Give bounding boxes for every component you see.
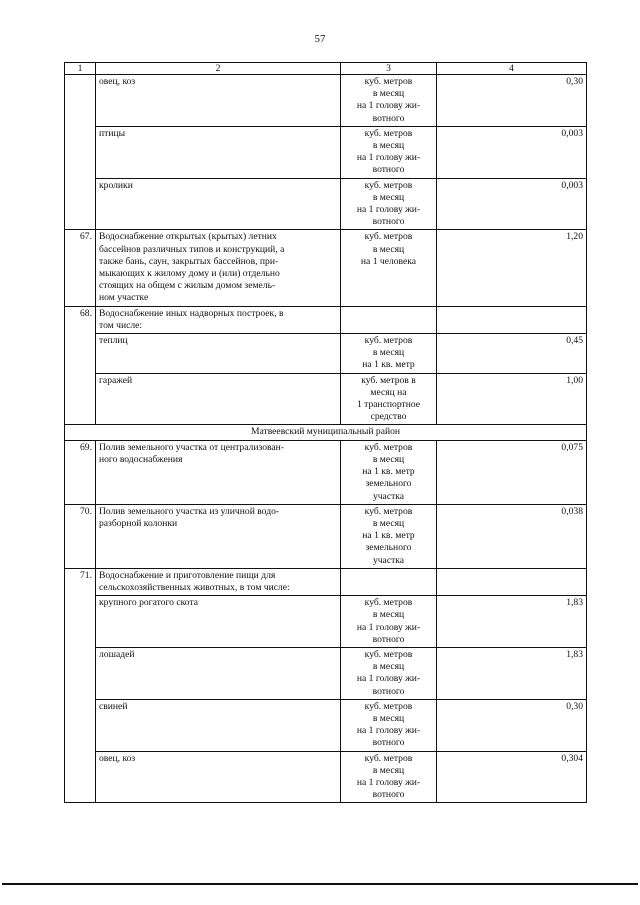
row-unit: куб. метров в месяц на 1 голову жи- вотного <box>341 596 437 648</box>
row-value <box>437 568 587 595</box>
page-number: 57 <box>314 33 326 45</box>
water-norms-table <box>64 62 587 803</box>
row-number <box>65 373 96 425</box>
table-row <box>65 230 587 306</box>
row-name: овец, коз <box>96 75 341 127</box>
row-number: 70. <box>65 504 96 568</box>
row-name: Водоснабжение открытых (крытых) летних бассейнов различных типов и конструкций, а также бань, саун, закрытых бассейнов, при- мыкающих к жилому дому и (или) отдельно стоящих на общем с жилым домом земель- ном участке <box>96 230 341 306</box>
row-unit <box>341 568 437 595</box>
table-row <box>65 751 587 803</box>
row-value: 0,304 <box>437 751 587 803</box>
row-name: крупного рогатого скота <box>96 596 341 648</box>
row-number <box>65 126 96 178</box>
row-number <box>65 751 96 803</box>
table-row <box>65 75 587 127</box>
row-unit: куб. метров в месяц на 1 кв. метр земельного участка <box>341 504 437 568</box>
table-row <box>65 504 587 568</box>
table-header-row <box>65 63 587 75</box>
row-name: Водоснабжение и приготовление пищи для сельскохозяйственных животных, в том числе: <box>96 568 341 595</box>
row-value: 0,30 <box>437 699 587 751</box>
row-name: лошадей <box>96 647 341 699</box>
row-unit: куб. метров в месяц на 1 кв. метр <box>341 334 437 374</box>
row-value: 0,45 <box>437 334 587 374</box>
row-name: Водоснабжение иных надворных построек, в том числе: <box>96 306 341 333</box>
row-number <box>65 596 96 648</box>
row-unit: куб. метров в месяц на 1 человека <box>341 230 437 306</box>
row-value <box>437 306 587 333</box>
table-row <box>65 596 587 648</box>
row-value: 1,20 <box>437 230 587 306</box>
column-header-2: 2 <box>96 63 341 75</box>
row-name: кролики <box>96 178 341 230</box>
row-unit <box>341 306 437 333</box>
table-body <box>65 75 587 803</box>
row-value: 0,075 <box>437 440 587 504</box>
row-unit: куб. метров в месяц на 1 транспортное средство <box>341 373 437 425</box>
row-name: теплиц <box>96 334 341 374</box>
row-unit: куб. метров в месяц на 1 голову жи- вотного <box>341 699 437 751</box>
row-value: 1,83 <box>437 647 587 699</box>
column-header-3: 3 <box>341 63 437 75</box>
row-value: 1,00 <box>437 373 587 425</box>
footer-rule <box>2 883 638 885</box>
row-value: 0,30 <box>437 75 587 127</box>
row-name: Полив земельного участка от централизован- ного водоснабжения <box>96 440 341 504</box>
row-number <box>65 699 96 751</box>
row-unit: куб. метров в месяц на 1 голову жи- вотного <box>341 178 437 230</box>
row-name: овец, коз <box>96 751 341 803</box>
section-title: Матвеевский муниципальный район <box>65 425 587 440</box>
column-header-1: 1 <box>65 63 96 75</box>
row-unit: куб. метров в месяц на 1 голову жи- вотного <box>341 751 437 803</box>
row-number: 68. <box>65 306 96 333</box>
row-number: 71. <box>65 568 96 595</box>
section-row <box>65 425 587 440</box>
table-row <box>65 440 587 504</box>
row-name: Полив земельного участка из уличной водо- разборной колонки <box>96 504 341 568</box>
row-number <box>65 647 96 699</box>
row-number <box>65 75 96 127</box>
table-row <box>65 334 587 374</box>
row-unit: куб. метров в месяц на 1 кв. метр земельного участка <box>341 440 437 504</box>
table-row <box>65 126 587 178</box>
row-number: 69. <box>65 440 96 504</box>
table-row <box>65 306 587 333</box>
table-row <box>65 178 587 230</box>
row-number: 67. <box>65 230 96 306</box>
row-value: 0,003 <box>437 126 587 178</box>
row-unit: куб. метров в месяц на 1 голову жи- вотного <box>341 126 437 178</box>
row-value: 0,038 <box>437 504 587 568</box>
row-name: гаражей <box>96 373 341 425</box>
row-name: птицы <box>96 126 341 178</box>
table-row <box>65 568 587 595</box>
row-value: 0,003 <box>437 178 587 230</box>
row-name: свиней <box>96 699 341 751</box>
row-unit: куб. метров в месяц на 1 голову жи- вотного <box>341 647 437 699</box>
table-row <box>65 699 587 751</box>
table-row <box>65 647 587 699</box>
column-header-4: 4 <box>437 63 587 75</box>
row-number <box>65 334 96 374</box>
row-number <box>65 178 96 230</box>
row-value: 1,83 <box>437 596 587 648</box>
table-row <box>65 373 587 425</box>
row-unit: куб. метров в месяц на 1 голову жи- вотного <box>341 75 437 127</box>
